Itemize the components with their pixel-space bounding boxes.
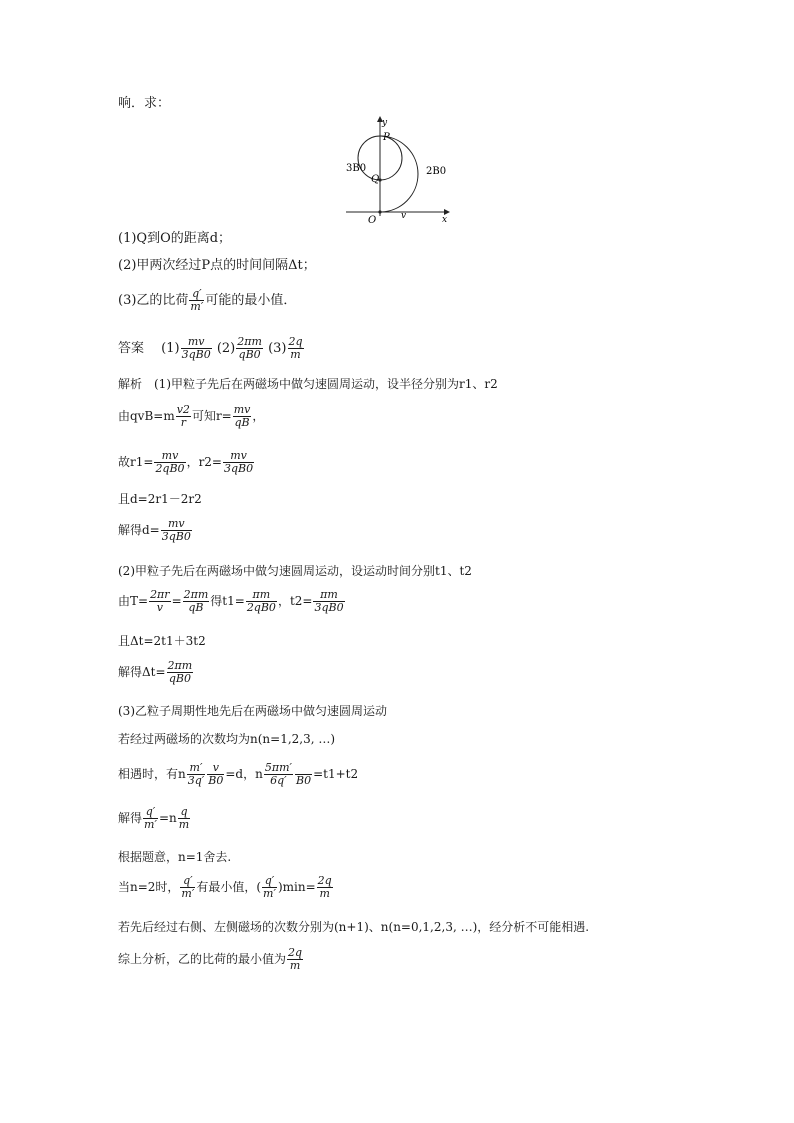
- answer-1: $\frac{mv}{3qB0}$: [181, 335, 211, 361]
- q3-suffix: 可能的最小值．: [205, 293, 297, 308]
- solution-line-13: 解得 $\frac{q'}{m'}$ =n $\frac{q}{m}$: [118, 805, 190, 831]
- question-2: (2)甲两次经过P点的时间间隔Δt；: [118, 258, 316, 273]
- label-field-left: 3B0: [346, 163, 367, 174]
- question-3: [118, 288, 296, 313]
- point-O: [378, 210, 381, 213]
- label-Q: Q: [371, 174, 380, 185]
- label-x: x: [442, 215, 448, 224]
- solution-line-17: 综上分析，乙的比荷的最小值为 $\frac{2q}{m}$: [118, 946, 303, 972]
- solution-line-12: 相遇时，有n $\frac{m'}{3q'}$ $\frac{v}{B0}$ =d，n $\frac{5\pi m'}{6q'}$ B0 =t1+t2: [118, 761, 359, 787]
- solution-line-9: 解得Δt= $\frac{2\pi m}{qB0}$: [118, 659, 193, 685]
- label-P: P: [383, 132, 390, 143]
- answer-line: 答案 (1) $\frac{mv}{3qB0}$ (2) $\frac{2\pi m}{qB0}$ (3) $\frac{2q}{m}$: [118, 335, 303, 361]
- solution-line-10: (3)乙粒子周期性地先后在两磁场中做匀速圆周运动: [118, 704, 387, 718]
- solution-line-3: 故r1= $\frac{mv}{2qB0}$ ，r2= $\frac{mv}{3qB0}$: [118, 449, 254, 475]
- solution-line-7: 由T= $\frac{2\pi r}{v}$ = $\frac{2\pi m}{qB}$ 得t1= $\frac{\pi m}{2qB0}$ ，t2= $\frac{\pi m}{3qB0}$: [118, 588, 344, 614]
- question-1: (1)Q到O的距离d；: [118, 231, 232, 246]
- solution-line-2: 由qvB=m $\frac{v2}{r}$ 可知r= $\frac{mv}{qB}$ ，: [118, 403, 265, 429]
- label-field-right: 2B0: [426, 166, 447, 177]
- q3-fraction: $\frac{q'}{m'}$: [190, 287, 204, 313]
- solution-line-1: 解析 (1)甲粒子先后在两磁场中做匀速圆周运动，设半径分别为r1、r2: [118, 377, 498, 391]
- answer-3: $\frac{2q}{m}$: [288, 335, 303, 361]
- q3-prefix: (3)乙的比荷: [118, 293, 189, 308]
- label-v: v: [401, 211, 407, 221]
- solution-line-4: 且d=2r1－2r2: [118, 492, 202, 506]
- label-y: y: [382, 118, 388, 128]
- intro-text: 响．求：: [118, 96, 171, 111]
- solution-line-8: 且Δt=2t1＋3t2: [118, 634, 206, 648]
- magnetic-field-figure: [344, 116, 456, 224]
- answer-label: 答案: [118, 341, 145, 356]
- solution-line-11: 若经过两磁场的次数均为n(n=1,2,3, …): [118, 732, 336, 746]
- solution-line-6: (2)甲粒子先后在两磁场中做匀速圆周运动，设运动时间分别t1、t2: [118, 564, 472, 578]
- label-O: O: [368, 215, 377, 224]
- solution-line-15: 当n=2时， $\frac{q'}{m'}$ 有最小值，( $\frac{q'}{m'}$ )min= $\frac{2q}{m}$: [118, 874, 332, 900]
- answer-2: $\frac{2\pi m}{qB0}$: [237, 335, 262, 361]
- solution-line-14: 根据题意，n=1舍去.: [118, 850, 232, 864]
- solution-line-5: 解得d= $\frac{mv}{3qB0}$: [118, 517, 191, 543]
- solution-line-16: 若先后经过右侧、左侧磁场的次数分别为(n+1)、n(n=0,1,2,3, …)，经分析不可能相遇.: [118, 920, 590, 934]
